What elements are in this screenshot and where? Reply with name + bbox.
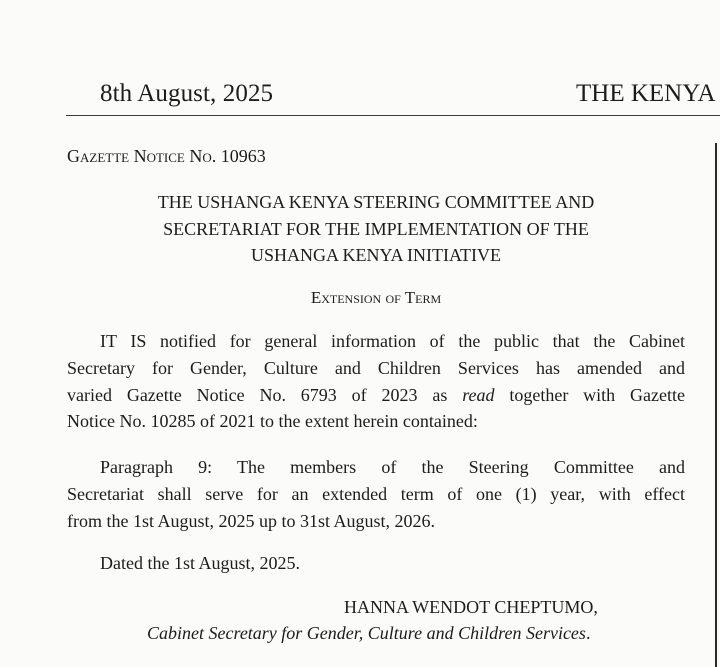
notice-title-line: THE USHANGA KENYA STEERING COMMITTEE AND (157, 192, 595, 212)
notice-title-line: SECRETARIAT FOR THE IMPLEMENTATION OF THE (163, 218, 589, 239)
column-divider (715, 143, 717, 667)
paragraph-line: from the 1st August, 2025 up to 31st August, 2026. (67, 510, 436, 531)
notice-title (66, 189, 686, 269)
signatory-designation (147, 623, 590, 644)
dated-line: Dated the 1st August, 2025. (100, 553, 300, 573)
paragraph-line: Secretary for Gender, Culture and Children Services has amended and (67, 357, 685, 378)
notice-paragraph-intro (67, 328, 685, 435)
notice-title-line: USHANGA KENYA INITIATIVE (251, 245, 501, 265)
designation-period: . (585, 623, 591, 643)
signatory-name: HANNA WENDOT CHEPTUMO, (344, 597, 598, 617)
paragraph-line: Secretariat shall serve for an extended term of one (1) year, with effect (67, 483, 685, 504)
paragraph-line (67, 382, 685, 409)
paragraph-text: together with Gazette (494, 384, 685, 405)
notice-subtitle: Extension of Term (310, 288, 442, 307)
publication-title: THE KENYA (576, 80, 716, 107)
paragraph-line: Paragraph 9: The members of the Steering Committee and (100, 457, 685, 477)
paragraph-line: IT IS notified for general information of the public that the Cabinet (100, 331, 685, 351)
paragraph-line: Notice No. 10285 of 2021 to the extent herein contained: (67, 411, 478, 432)
emphasis-read: read (462, 384, 495, 405)
header-date: 8th August, 2025 (100, 80, 274, 107)
notice-paragraph-amendment (67, 454, 685, 534)
paragraph-text: varied Gazette Notice No. 6793 of 2023 as (67, 384, 463, 405)
gazette-notice-number: Gazette Notice No. 10963 (67, 146, 266, 166)
header-divider (66, 115, 720, 116)
designation-text: Cabinet Secretary for Gender, Culture and Children Services (147, 623, 586, 643)
